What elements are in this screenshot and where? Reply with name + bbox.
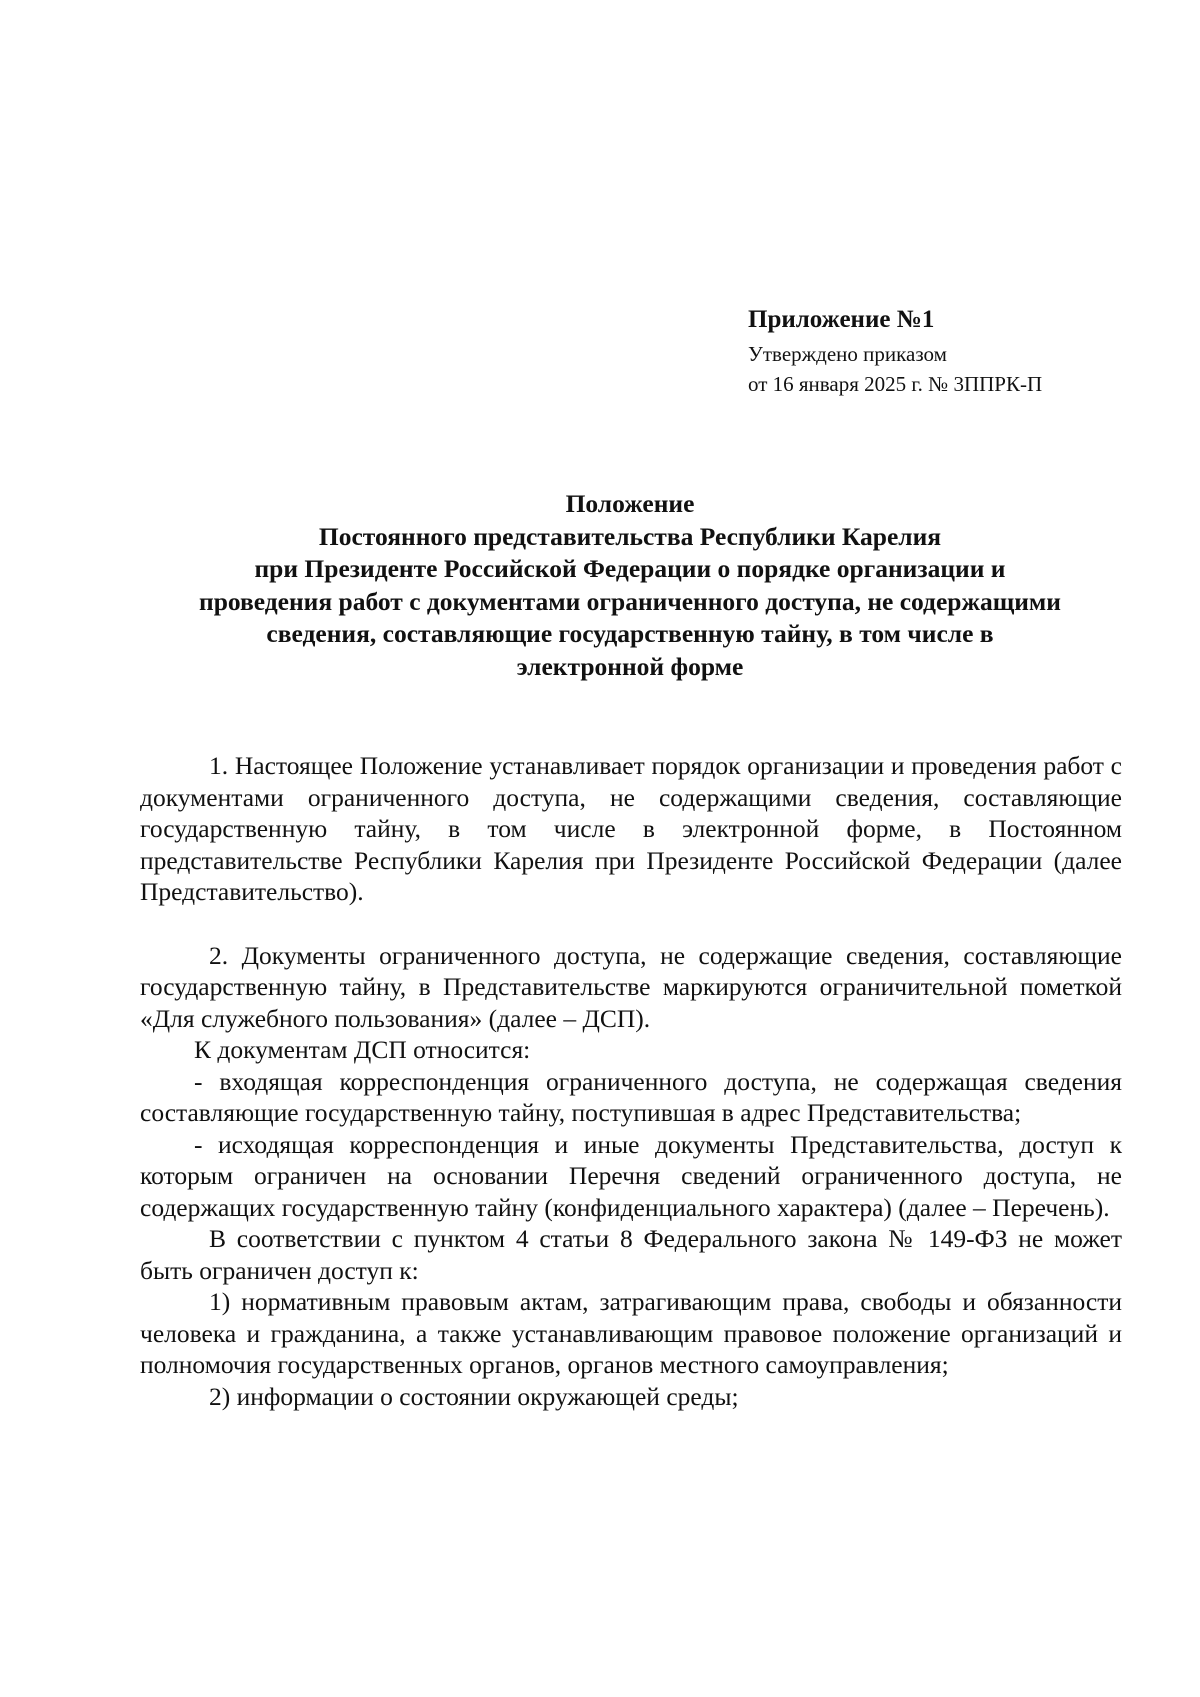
- list-item-incoming: - входящая корреспонденция ограниченного доступа, не содержащая сведения составляющие государственную тайну, поступившая в адрес Представительства;: [140, 1066, 1122, 1127]
- title-line: проведения работ с документами ограниченного доступа, не содержащими: [199, 586, 1061, 616]
- title-line: электронной форме: [516, 651, 744, 681]
- list-item-1: 1) нормативным правовым актам, затрагивающим права, свободы и обязанности человека и гражданина, а также устанавливающим правовое положение организаций и полномочия государственных органов, органов местного самоуправления;: [140, 1287, 1122, 1379]
- list-item-2: 2) информации о состоянии окружающей среды;: [209, 1381, 739, 1411]
- title-line: при Президенте Российской Федерации о порядке организации и: [254, 554, 1006, 583]
- title-line: Постоянного представительства Республики Карелия: [318, 521, 942, 551]
- list-item-outgoing: - исходящая корреспонденция и иные документы Представительства, доступ к которым ограничен на основании Перечня сведений ограниченного доступа, не содержащих государственную тайну (конфиденциального характера) (далее – Перечень).: [140, 1129, 1122, 1222]
- paragraph-1: 1. Настоящее Положение устанавливает порядок организации и проведения работ с документами ограниченного доступа, не содержащими сведения, составляющие государственную тайну, в том числе в электронной форме, в Постоянном представительстве Республики Карелия при Президенте Российской Федерации (далее Представительство).: [140, 751, 1122, 906]
- paragraph-2: 2. Документы ограниченного доступа, не содержащие сведения, составляющие государственную тайну, в Представительстве маркируются ограничительной пометкой «Для служебного пользования» (далее – ДСП).: [140, 940, 1122, 1033]
- title-line: сведения, составляющие государственную тайну, в том числе в: [266, 619, 994, 648]
- order-reference: от 16 января 2025 г. № 3ППРК-П: [748, 372, 1043, 396]
- approval-line: Утверждено приказом: [748, 342, 947, 366]
- title-line: Положение: [565, 489, 695, 518]
- document-body: [140, 750, 1122, 1412]
- document-title: [140, 488, 1120, 683]
- paragraph-3: К документам ДСП относится:: [194, 1035, 531, 1064]
- paragraph-spacer: [140, 908, 1122, 940]
- paragraph-law-reference: В соответствии с пунктом 4 статьи 8 Федерального закона № 149-ФЗ не может быть ограничен доступ к:: [140, 1224, 1122, 1285]
- approval-block: [748, 305, 1042, 399]
- appendix-heading: Приложение №1: [748, 306, 935, 333]
